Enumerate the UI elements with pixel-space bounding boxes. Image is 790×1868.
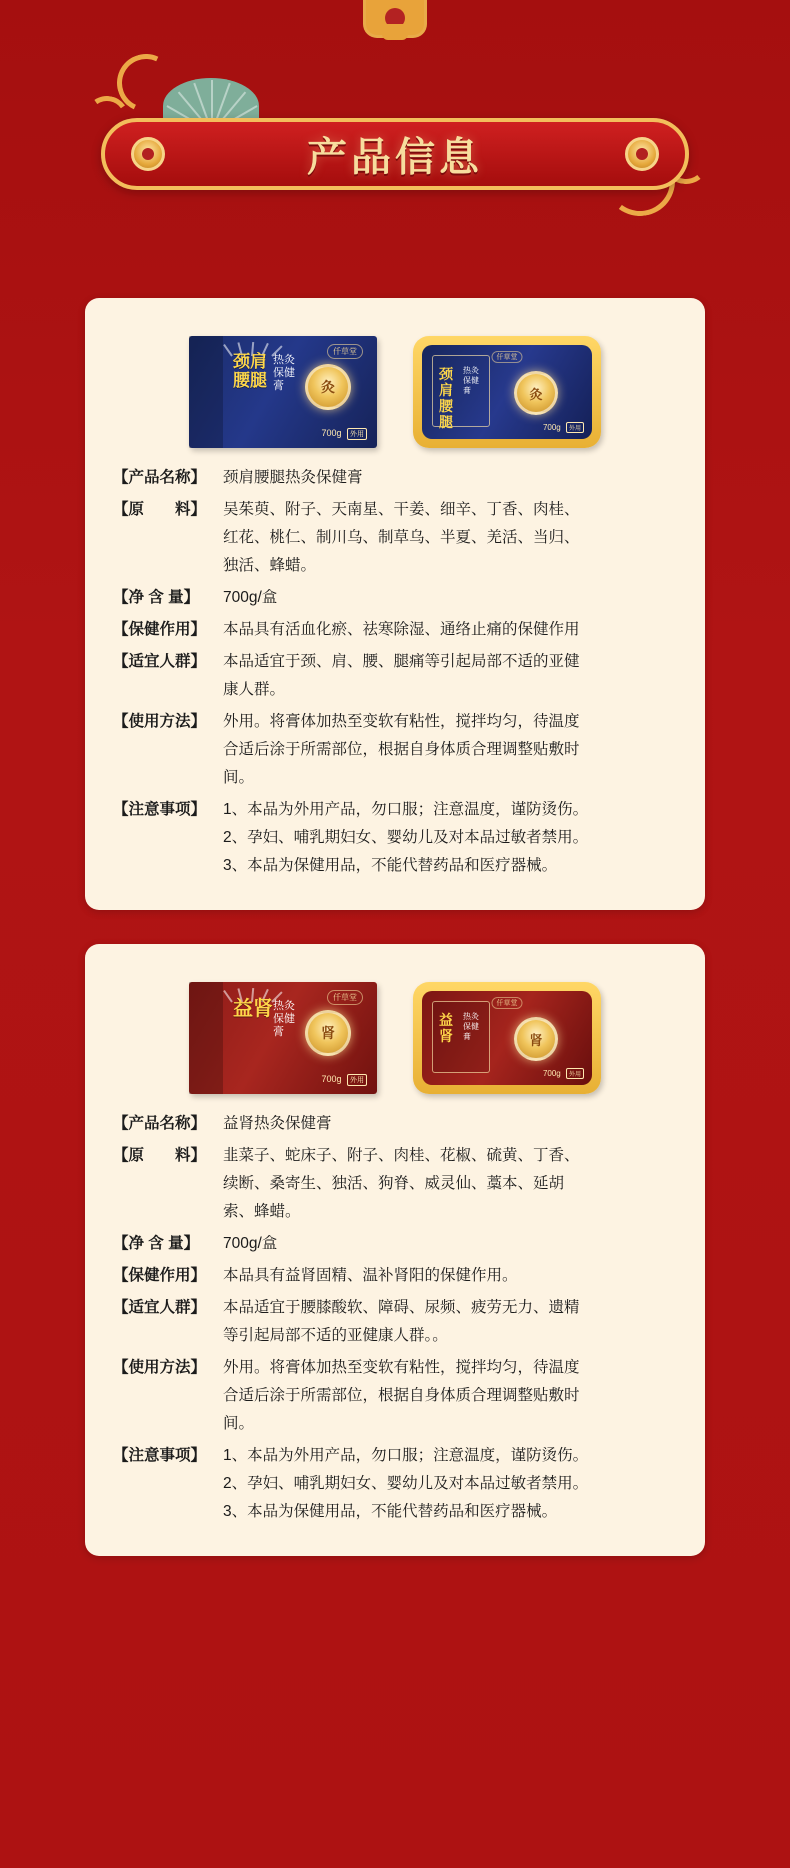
tin-label-2 <box>432 1001 490 1073</box>
spec-value-net-weight: 700g/盒 <box>223 1235 278 1252</box>
note-line: 3、本品为保健用品，不能代替药品和医疗器械。 <box>223 857 558 874</box>
spec-value-name: 颈肩腰腿热灸保健膏 <box>223 469 363 486</box>
effect-line: 本品具有活血化瘀、祛寒除湿、通络止痛的保健作用 <box>223 621 580 638</box>
spec-label-name: 【产品名称】 <box>113 1115 207 1132</box>
box-name-line: 益肾 <box>233 998 273 1020</box>
spec-row-effect <box>113 1262 677 1290</box>
brand-tag: 仟草堂 <box>492 351 523 363</box>
tin-name-1 <box>439 366 459 430</box>
product-specs-1 <box>107 464 683 880</box>
spec-row-net-weight <box>113 1230 677 1258</box>
usage-line: 合适后涂于所需部位，根据自身体质合理调整贴敷时 <box>223 741 580 758</box>
page-title: 产品信息 <box>307 135 483 180</box>
box-side-panel <box>189 336 223 448</box>
brand-tag: 仟草堂 <box>327 344 363 359</box>
tin-sub-line: 保健膏 <box>463 376 479 395</box>
tin-subtitle-1 <box>463 366 485 396</box>
spec-label-audience: 【适宜人群】 <box>113 653 207 670</box>
spec-row-notes <box>113 796 677 880</box>
product-card-2 <box>85 944 705 1556</box>
tin-name-line: 益肾 <box>439 1012 453 1044</box>
page-header <box>45 44 745 224</box>
spec-row-name <box>113 1110 677 1138</box>
tin-name-line: 颈肩 <box>439 366 453 398</box>
spec-value-net-weight: 700g/盒 <box>223 589 278 606</box>
top-notch-ornament-icon <box>363 0 427 38</box>
product-card-1 <box>85 298 705 910</box>
note-line: 2、孕妇、哺乳期妇女、婴幼儿及对本品过敏者禁用。 <box>223 829 589 846</box>
spec-label-usage: 【使用方法】 <box>113 713 207 730</box>
usage-line: 间。 <box>223 1415 255 1432</box>
box-side-panel <box>189 982 223 1094</box>
spec-label-audience: 【适宜人群】 <box>113 1299 207 1316</box>
spec-value-usage <box>223 1354 677 1438</box>
spec-label-name: 【产品名称】 <box>113 469 207 486</box>
tin-weight-2 <box>543 1068 584 1079</box>
product-box-image-2 <box>189 982 377 1094</box>
material-line: 索、蜂蜡。 <box>223 1203 301 1220</box>
product-images-2 <box>107 962 683 1094</box>
box-subtitle-2 <box>273 1000 303 1039</box>
spec-row-audience <box>113 1294 677 1350</box>
usage-line: 间。 <box>223 769 255 786</box>
spec-label-effect: 【保健作用】 <box>113 1267 207 1284</box>
usage-line: 合适后涂于所需部位，根据自身体质合理调整贴敷时 <box>223 1387 580 1404</box>
spec-label-material: 【原 料】 <box>113 501 207 518</box>
box-product-name-2 <box>233 998 273 1020</box>
spec-value-material <box>223 496 677 580</box>
material-line: 续断、桑寄生、独活、狗脊、威灵仙、藁本、延胡 <box>223 1175 565 1192</box>
box-sub-line: 保健膏 <box>273 1013 295 1038</box>
audience-line: 本品适宜于颈、肩、腰、腿痛等引起局部不适的亚健 <box>223 653 580 670</box>
spec-value-notes <box>223 796 677 880</box>
box-weight-1 <box>321 428 367 440</box>
spec-label-notes: 【注意事项】 <box>113 801 207 818</box>
material-line: 独活、蜂蜡。 <box>223 557 317 574</box>
box-external-use-tag: 外用 <box>347 1074 367 1086</box>
spec-label-material: 【原 料】 <box>113 1147 207 1164</box>
note-line: 3、本品为保健用品，不能代替药品和医疗器械。 <box>223 1503 558 1520</box>
spec-value-effect <box>223 616 677 644</box>
spec-value-usage <box>223 708 677 792</box>
medal-seal-icon: 灸 <box>305 364 351 410</box>
top-notch-tab-icon <box>382 24 408 40</box>
spec-label-usage: 【使用方法】 <box>113 1359 207 1376</box>
tin-subtitle-2 <box>463 1012 485 1042</box>
product-images-1 <box>107 316 683 448</box>
tin-weight-value: 700g <box>542 423 561 432</box>
title-plate <box>101 118 689 190</box>
tin-sub-line: 保健膏 <box>463 1022 479 1041</box>
box-sub-line: 保健膏 <box>273 367 295 392</box>
spec-label-notes: 【注意事项】 <box>113 1447 207 1464</box>
product-tin-image-2 <box>413 982 601 1094</box>
note-line: 2、孕妇、哺乳期妇女、婴幼儿及对本品过敏者禁用。 <box>223 1475 589 1492</box>
spec-label-net-weight: 【净 含 量】 <box>113 589 200 606</box>
spec-value-audience <box>223 648 677 704</box>
material-line: 吴茱萸、附子、天南星、干姜、细辛、丁香、肉桂、 <box>223 501 580 518</box>
box-weight-value: 700g <box>321 1074 342 1084</box>
brand-tag: 仟草堂 <box>492 997 523 1009</box>
audience-line: 等引起局部不适的亚健康人群。。 <box>223 1327 448 1344</box>
box-external-use-tag: 外用 <box>347 428 367 440</box>
tin-external-use-tag: 外用 <box>566 1068 584 1079</box>
product-box-image-1 <box>189 336 377 448</box>
spec-row-name <box>113 464 677 492</box>
spec-row-net-weight <box>113 584 677 612</box>
product-tin-image-1 <box>413 336 601 448</box>
note-line: 1、本品为外用产品，勿口服；注意温度，谨防烫伤。 <box>223 801 589 818</box>
audience-line: 本品适宜于腰膝酸软、障碍、尿频、疲劳无力、遗精 <box>223 1299 580 1316</box>
effect-line: 本品具有益肾固精、温补肾阳的保健作用。 <box>223 1267 518 1284</box>
box-weight-2 <box>321 1074 367 1086</box>
tin-inner-panel <box>422 345 592 439</box>
box-sub-line: 热灸 <box>273 354 295 366</box>
tin-weight-1 <box>543 422 584 433</box>
material-line: 红花、桃仁、制川乌、制草乌、半夏、羌活、当归、 <box>223 529 580 546</box>
spec-value-notes <box>223 1442 677 1526</box>
product-specs-2 <box>107 1110 683 1526</box>
spec-value-audience <box>223 1294 677 1350</box>
spec-label-effect: 【保健作用】 <box>113 621 207 638</box>
spec-value-effect <box>223 1262 677 1290</box>
box-name-line: 颈肩 <box>233 352 267 371</box>
box-name-line: 腰腿 <box>233 371 267 390</box>
spec-row-usage <box>113 1354 677 1438</box>
medal-seal-icon: 肾 <box>514 1017 558 1061</box>
spec-row-usage <box>113 708 677 792</box>
tin-sub-line: 热灸 <box>463 1012 479 1021</box>
spec-row-material <box>113 496 677 580</box>
spec-row-effect <box>113 616 677 644</box>
spec-value-material <box>223 1142 677 1226</box>
usage-line: 外用。将膏体加热至变软有粘性，搅拌均匀，待温度 <box>223 713 580 730</box>
medal-seal-icon: 灸 <box>514 371 558 415</box>
tin-sub-line: 热灸 <box>463 366 479 375</box>
box-subtitle-1 <box>273 354 303 393</box>
box-product-name-1 <box>233 352 267 390</box>
medal-seal-icon: 肾 <box>305 1010 351 1056</box>
tin-name-2 <box>439 1012 459 1044</box>
spec-row-audience <box>113 648 677 704</box>
spec-label-net-weight: 【净 含 量】 <box>113 1235 200 1252</box>
note-line: 1、本品为外用产品，勿口服；注意温度，谨防烫伤。 <box>223 1447 589 1464</box>
tin-name-line: 腰腿 <box>439 398 453 430</box>
tin-label-1 <box>432 355 490 430</box>
brand-tag: 仟草堂 <box>327 990 363 1005</box>
audience-line: 康人群。 <box>223 681 286 698</box>
tin-inner-panel <box>422 991 592 1085</box>
box-weight-value: 700g <box>321 428 342 438</box>
usage-line: 外用。将膏体加热至变软有粘性，搅拌均匀，待温度 <box>223 1359 580 1376</box>
spec-row-material <box>113 1142 677 1226</box>
box-sub-line: 热灸 <box>273 1000 295 1012</box>
spec-value-name: 益肾热灸保健膏 <box>223 1115 332 1132</box>
material-line: 韭菜子、蛇床子、附子、肉桂、花椒、硫黄、丁香、 <box>223 1147 580 1164</box>
tin-weight-value: 700g <box>542 1069 561 1078</box>
tin-external-use-tag: 外用 <box>566 422 584 433</box>
spec-row-notes <box>113 1442 677 1526</box>
